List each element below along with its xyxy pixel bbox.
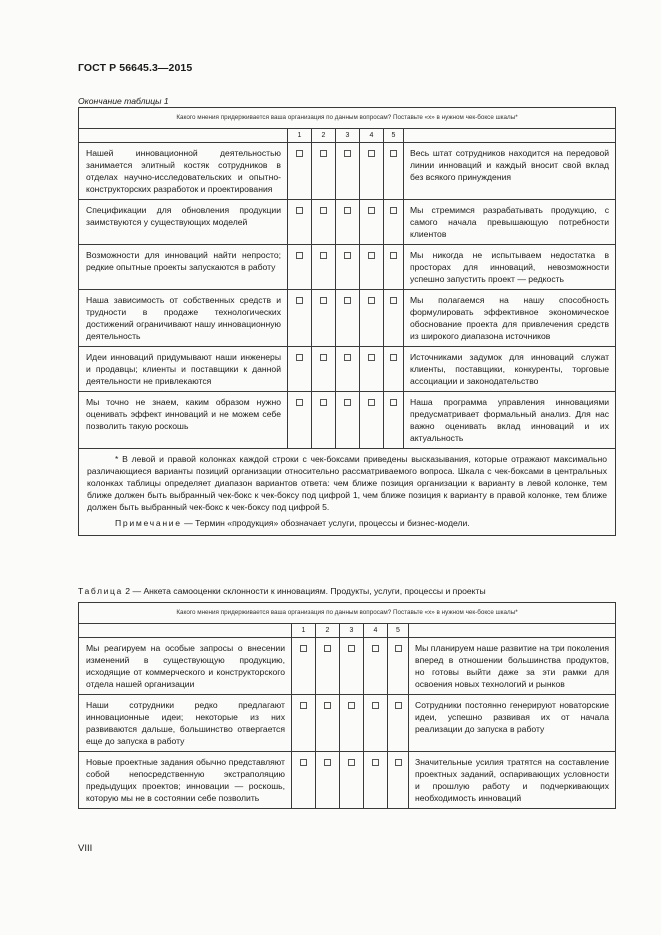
scale-checkbox[interactable] xyxy=(296,150,303,157)
table2-caption xyxy=(78,586,486,596)
table-row xyxy=(79,245,616,290)
left-statement: Нашей инновационной деятельностью занимается элитный костяк сотрудников в отделах научно-исследовательских и опытно-конструкторских разработок и проектирования xyxy=(79,143,288,200)
checkbox-cell xyxy=(316,695,340,752)
table-row xyxy=(79,752,616,809)
checkbox-cell xyxy=(360,245,384,290)
scale-checkbox[interactable] xyxy=(300,645,307,652)
checkbox-cell xyxy=(388,752,409,809)
scale-checkbox[interactable] xyxy=(368,399,375,406)
right-statement: Сотрудники постоянно генерируют новаторские идеи, успешно развивая их от начала реализации до запуска в работу xyxy=(409,695,616,752)
scale-checkbox[interactable] xyxy=(320,399,327,406)
table-row xyxy=(79,638,616,695)
scale-checkbox[interactable] xyxy=(395,645,402,652)
scale-number: 2 xyxy=(316,624,340,638)
left-statement: Наши сотрудники редко предлагают инновационные идеи; некоторые из них развиваются дальше, большинство отвергается еще до запуска в работу xyxy=(79,695,292,752)
scale-checkbox[interactable] xyxy=(395,759,402,766)
right-statement: Мы стремимся разрабатывать продукцию, с самого начала превышающую потребности клиентов xyxy=(404,200,616,245)
checkbox-cell xyxy=(384,245,404,290)
checkbox-cell xyxy=(312,245,336,290)
scale-checkbox[interactable] xyxy=(296,354,303,361)
right-statement: Весь штат сотрудников находится на передовой линии инноваций и каждый вносит свой вклад без всякого принуждения xyxy=(404,143,616,200)
table-row xyxy=(79,347,616,392)
checkbox-cell xyxy=(292,752,316,809)
scale-checkbox[interactable] xyxy=(368,150,375,157)
checkbox-cell xyxy=(388,695,409,752)
standard-designation: ГОСТ Р 56645.3—2015 xyxy=(78,62,193,74)
scale-checkbox[interactable] xyxy=(372,702,379,709)
table-row xyxy=(79,695,616,752)
table2-caption-text: 2 — Анкета самооценки склонности к инновациям. Продукты, услуги, процессы и проекты xyxy=(122,586,486,596)
scale-checkbox[interactable] xyxy=(296,207,303,214)
scale-checkbox[interactable] xyxy=(395,702,402,709)
left-statement: Идеи инноваций придумывают наши инженеры и продавцы; клиенты и поставщики к данной деятельности не привлекаются xyxy=(79,347,288,392)
table2-body xyxy=(79,603,616,809)
scale-number: 5 xyxy=(384,129,404,143)
checkbox-cell xyxy=(336,245,360,290)
scale-number: 4 xyxy=(360,129,384,143)
scale-checkbox[interactable] xyxy=(348,759,355,766)
checkbox-cell xyxy=(288,392,312,449)
scale-checkbox[interactable] xyxy=(300,702,307,709)
checkbox-cell xyxy=(288,245,312,290)
scale-checkbox[interactable] xyxy=(344,252,351,259)
checkbox-cell xyxy=(292,638,316,695)
table2-caption-label: Таблица xyxy=(78,586,123,596)
checkbox-cell xyxy=(312,200,336,245)
left-statement: Мы точно не знаем, каким образом нужно оценивать эффект инноваций и не можем себе позволить такую роскошь xyxy=(79,392,288,449)
checkbox-cell xyxy=(312,347,336,392)
scale-number: 2 xyxy=(312,129,336,143)
scale-number: 5 xyxy=(388,624,409,638)
right-statement: Источниками задумок для инноваций служат клиенты, поставщики, конкуренты, торговые ассоциации и законодательство xyxy=(404,347,616,392)
scale-checkbox[interactable] xyxy=(344,207,351,214)
scale-checkbox[interactable] xyxy=(320,354,327,361)
scale-checkbox[interactable] xyxy=(324,645,331,652)
scale-checkbox[interactable] xyxy=(296,252,303,259)
scale-blank-left xyxy=(79,129,288,143)
scale-checkbox[interactable] xyxy=(320,150,327,157)
scale-number: 1 xyxy=(288,129,312,143)
scale-number: 4 xyxy=(364,624,388,638)
table-row xyxy=(79,290,616,347)
footnote-cell xyxy=(79,449,616,536)
table-1 xyxy=(78,107,616,536)
checkbox-cell xyxy=(292,695,316,752)
scale-checkbox[interactable] xyxy=(368,207,375,214)
checkbox-cell xyxy=(364,752,388,809)
scale-header-row xyxy=(79,624,616,638)
scale-checkbox[interactable] xyxy=(324,702,331,709)
checkbox-cell xyxy=(312,392,336,449)
checkbox-cell xyxy=(360,392,384,449)
checkbox-cell xyxy=(336,392,360,449)
checkbox-cell xyxy=(288,347,312,392)
checkbox-cell xyxy=(312,143,336,200)
scale-number: 1 xyxy=(292,624,316,638)
table-row xyxy=(79,200,616,245)
scale-checkbox[interactable] xyxy=(344,354,351,361)
scale-checkbox[interactable] xyxy=(368,354,375,361)
checkbox-cell xyxy=(316,752,340,809)
scale-checkbox[interactable] xyxy=(390,150,397,157)
scale-checkbox[interactable] xyxy=(344,297,351,304)
left-statement: Возможности для инноваций найти непросто; редкие опытные проекты запускаются в работу xyxy=(79,245,288,290)
scale-checkbox[interactable] xyxy=(390,252,397,259)
checkbox-cell xyxy=(360,347,384,392)
checkbox-cell xyxy=(364,695,388,752)
note-text: — Термин «продукция» обозначает услуги, процессы и бизнес-модели. xyxy=(181,518,470,528)
checkbox-cell xyxy=(384,392,404,449)
scale-checkbox[interactable] xyxy=(344,399,351,406)
scale-checkbox[interactable] xyxy=(390,354,397,361)
table1-caption: Окончание таблицы 1 xyxy=(78,96,169,106)
scale-checkbox[interactable] xyxy=(324,759,331,766)
scale-blank-right xyxy=(404,129,616,143)
table-row xyxy=(79,392,616,449)
scale-number: 3 xyxy=(336,129,360,143)
table-2 xyxy=(78,602,616,809)
checkbox-cell xyxy=(312,290,336,347)
table1-body xyxy=(79,108,616,536)
scale-checkbox[interactable] xyxy=(344,150,351,157)
question-header: Какого мнения придерживается ваша организация по данным вопросам? Поставьте «х» в нужном чек-боксе шкалы* xyxy=(79,603,616,624)
checkbox-cell xyxy=(316,638,340,695)
note xyxy=(87,517,607,529)
checkbox-cell xyxy=(384,143,404,200)
question-row xyxy=(79,603,616,624)
left-statement: Спецификации для обновления продукции заимствуются у существующих моделей xyxy=(79,200,288,245)
checkbox-cell xyxy=(388,638,409,695)
checkbox-cell xyxy=(336,347,360,392)
checkbox-cell xyxy=(336,200,360,245)
checkbox-cell xyxy=(288,143,312,200)
checkbox-cell xyxy=(336,143,360,200)
scale-blank-left xyxy=(79,624,292,638)
scale-checkbox[interactable] xyxy=(320,297,327,304)
checkbox-cell xyxy=(360,200,384,245)
checkbox-cell xyxy=(360,290,384,347)
question-header: Какого мнения придерживается ваша организация по данным вопросам? Поставьте «х» в нужном чек-боксе шкалы* xyxy=(79,108,616,129)
right-statement: Значительные усилия тратятся на составление проектных заданий, оспаривающих условности и прошлую работу и подчеркивающих необходимость инноваций xyxy=(409,752,616,809)
left-statement: Новые проектные задания обычно представляют собой непосредственную экстраполяцию предыдущих проектов; инновации — роскошь, которую мы не в состоянии себе позволить xyxy=(79,752,292,809)
right-statement: Мы планируем наше развитие на три поколения вперед в отношении большинства продуктов, но готовы выйти даже за эти рамки для освоения новых технологий и рынков xyxy=(409,638,616,695)
checkbox-cell xyxy=(384,347,404,392)
scale-checkbox[interactable] xyxy=(390,207,397,214)
checkbox-cell xyxy=(360,143,384,200)
scale-checkbox[interactable] xyxy=(390,399,397,406)
scale-number: 3 xyxy=(340,624,364,638)
scale-checkbox[interactable] xyxy=(368,297,375,304)
scale-checkbox[interactable] xyxy=(296,297,303,304)
scale-blank-right xyxy=(409,624,616,638)
footnote-text: * В левой и правой колонках каждой строки с чек-боксами приведены высказывания, которые отражают максимально различающиеся варианты позиций организации относительно рассматриваемого вопроса. Шкала с чек-боксами в центральных колонках таблицы определяет диапазон вариантов ответа: чем ближе позиция организации к варианту в левой колонке, тем ближе должен быть выбранный чек-бокс к чек-боксу под цифрой 1, чем ближе позиция к варианту в правой колонке, тем ближе должен быть выбранный чек-бокс к чек-боксу под цифрой 5. xyxy=(87,454,608,512)
checkbox-cell xyxy=(384,200,404,245)
checkbox-cell xyxy=(340,638,364,695)
scale-checkbox[interactable] xyxy=(320,207,327,214)
scale-checkbox[interactable] xyxy=(348,645,355,652)
table-row xyxy=(79,143,616,200)
checkbox-cell xyxy=(384,290,404,347)
checkbox-cell xyxy=(288,200,312,245)
right-statement: Мы никогда не испытываем недостатка в просторах для инноваций, невозможности успешно запустить проект — редкость xyxy=(404,245,616,290)
checkbox-cell xyxy=(340,752,364,809)
scale-checkbox[interactable] xyxy=(348,702,355,709)
scale-checkbox[interactable] xyxy=(296,399,303,406)
checkbox-cell xyxy=(288,290,312,347)
scale-checkbox[interactable] xyxy=(390,297,397,304)
right-statement: Мы полагаемся на нашу способность формулировать эффективное экономическое обоснование проекта для привлечения средств из широкого диапазона источников xyxy=(404,290,616,347)
checkbox-cell xyxy=(336,290,360,347)
note-label: Примечание xyxy=(115,518,182,528)
left-statement: Наша зависимость от собственных средств и трудности в продаже технологических достижений ограничивают нашу инновационную деятельность xyxy=(79,290,288,347)
scale-checkbox[interactable] xyxy=(372,645,379,652)
checkbox-cell xyxy=(340,695,364,752)
scale-checkbox[interactable] xyxy=(300,759,307,766)
question-row xyxy=(79,108,616,129)
footnote-row xyxy=(79,449,616,536)
scale-checkbox[interactable] xyxy=(368,252,375,259)
scale-checkbox[interactable] xyxy=(320,252,327,259)
left-statement: Мы реагируем на особые запросы о внесении изменений в существующую продукцию, исходящие от коммерческого и конструкторского отдела нашей организации xyxy=(79,638,292,695)
page-number: VIII xyxy=(78,843,93,854)
scale-header-row xyxy=(79,129,616,143)
checkbox-cell xyxy=(364,638,388,695)
scale-checkbox[interactable] xyxy=(372,759,379,766)
right-statement: Наша программа управления инновациями предусматривает формальный анализ. Для нас важно оценивать вклад инноваций и их актуальность xyxy=(404,392,616,449)
